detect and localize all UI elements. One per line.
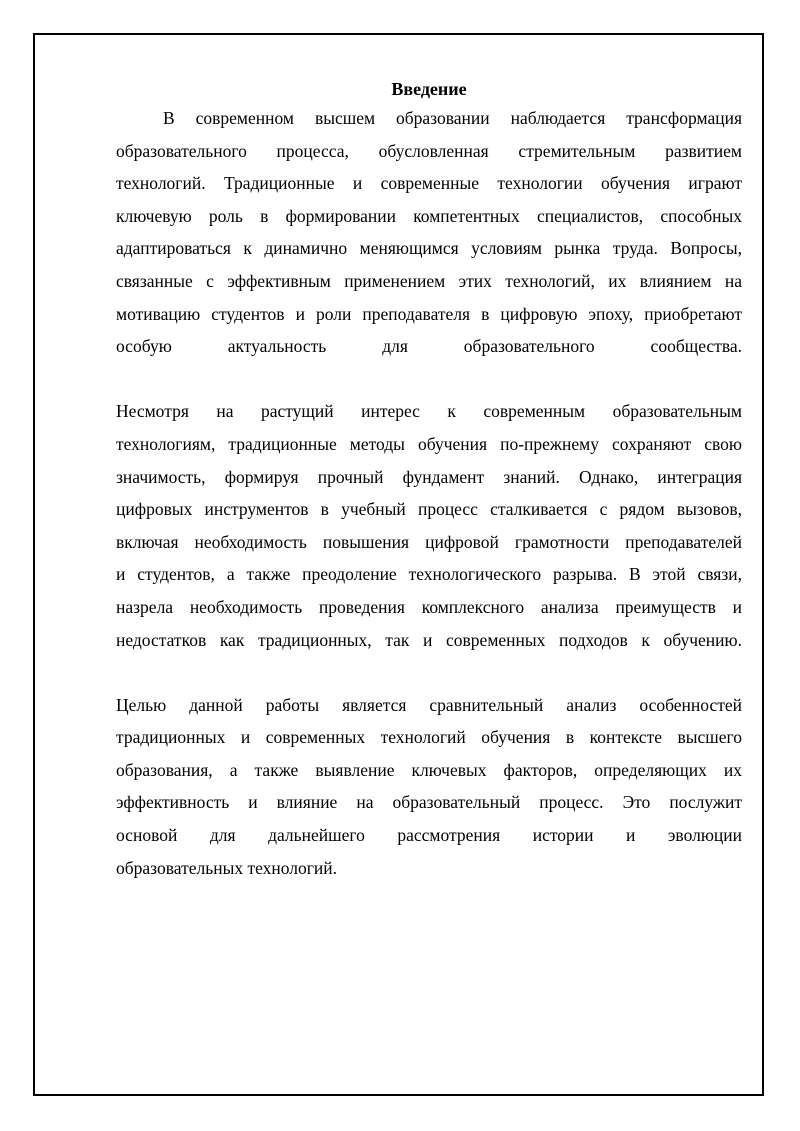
text-line: технологиям, традиционные методы обучения по-прежнему сохраняют свою [116, 433, 742, 454]
text-line: и студентов, а также преодоление технологического разрыва. В этой связи, [116, 564, 742, 585]
document-body [116, 76, 742, 884]
text-line: мотивацию студентов и роли преподавателя в цифровую эпоху, приобретают [116, 303, 742, 324]
text-line: назрела необходимость проведения комплексного анализа преимуществ и [116, 596, 742, 617]
text-line: ключевую роль в формировании компетентных специалистов, способных [116, 205, 742, 226]
text-line: основой для дальнейшего рассмотрения истории и эволюции [116, 825, 742, 846]
text-line: адаптироваться к динамично меняющимся условиям рынка труда. Вопросы, [116, 238, 742, 259]
text-line: образования, а также выявление ключевых факторов, определяющих их [116, 759, 742, 780]
text-line: эффективность и влияние на образовательный процесс. Это послужит [116, 792, 742, 813]
text-line: технологий. Традиционные и современные технологии обучения играют [116, 173, 742, 194]
paragraph-2 [116, 395, 742, 656]
text-line: включая необходимость повышения цифровой грамотности преподавателей [116, 531, 742, 552]
text-line: связанные с эффективным применением этих технологий, их влиянием на [116, 270, 742, 291]
paragraph-3 [116, 689, 742, 885]
paragraph-1 [116, 102, 742, 363]
paragraph-spacer [116, 656, 742, 689]
text-line: В современном высшем образовании наблюдается трансформация [163, 108, 742, 128]
text-line: цифровых инструментов в учебный процесс сталкивается с рядом вызовов, [116, 499, 742, 520]
text-line: образовательного процесса, обусловленная стремительным развитием [116, 140, 742, 161]
text-line: особую актуальность для образовательного сообщества. [116, 336, 742, 357]
text-line: образовательных технологий. [116, 857, 338, 878]
paragraph-spacer [116, 363, 742, 396]
text-line: Целью данной работы является сравнительный анализ особенностей [116, 694, 742, 715]
document-title: Введение [391, 79, 467, 99]
text-line: Несмотря на растущий интерес к современным образовательным [116, 401, 742, 422]
text-line: традиционных и современных технологий обучения в контексте высшего [116, 727, 742, 748]
text-line: значимость, формируя прочный фундамент знаний. Однако, интеграция [116, 466, 742, 487]
text-line: недостатков как традиционных, так и современных подходов к обучению. [116, 629, 742, 650]
